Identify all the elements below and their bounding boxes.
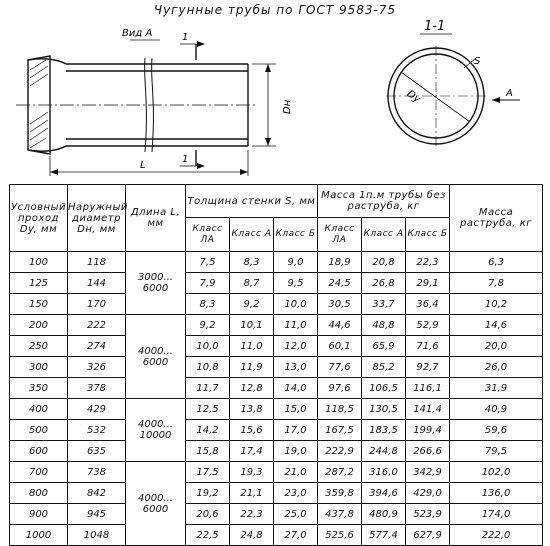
header-mass-pipe: Масса 1п.м трубы без раструба, кг — [318, 185, 450, 218]
cell-m-b: 429,0 — [406, 483, 450, 504]
table-row — [10, 504, 543, 525]
cell-s-b: 10,0 — [274, 294, 318, 315]
cell-dn: 326 — [68, 357, 126, 378]
cell-m-la: 287,2 — [318, 462, 362, 483]
cell-m-b: 266,6 — [406, 441, 450, 462]
view-a-label: Вид А — [122, 28, 153, 39]
header-mass-class-la: Класс ЛА — [318, 218, 362, 252]
cell-socket: 6,3 — [450, 252, 543, 273]
cell-m-b: 199,4 — [406, 420, 450, 441]
cell-s-a: 15,6 — [230, 420, 274, 441]
cell-s-b: 13,0 — [274, 357, 318, 378]
cell-dn: 635 — [68, 441, 126, 462]
cell-s-b: 15,0 — [274, 399, 318, 420]
table-row — [10, 315, 543, 336]
cell-s-b: 19,0 — [274, 441, 318, 462]
cell-dy: 400 — [10, 399, 68, 420]
cell-m-b: 342,9 — [406, 462, 450, 483]
cell-dy: 1000 — [10, 525, 68, 546]
length-min: 3000... — [138, 272, 173, 283]
cell-s-a: 24,8 — [230, 525, 274, 546]
cell-socket: 222,0 — [450, 525, 543, 546]
cell-m-b: 29,1 — [406, 273, 450, 294]
cell-m-la: 77,6 — [318, 357, 362, 378]
section-mark-bottom: 1 — [182, 154, 189, 165]
cell-m-la: 60,1 — [318, 336, 362, 357]
cell-dy: 900 — [10, 504, 68, 525]
cell-length-group — [126, 252, 186, 315]
cell-m-b: 52,9 — [406, 315, 450, 336]
cell-m-la: 525,6 — [318, 525, 362, 546]
cell-length-group — [126, 315, 186, 399]
cell-socket: 40,9 — [450, 399, 543, 420]
cell-s-la: 7,9 — [186, 273, 230, 294]
length-max: 10000 — [139, 430, 172, 441]
cell-s-b: 25,0 — [274, 504, 318, 525]
cell-dy: 350 — [10, 378, 68, 399]
cell-s-a: 11,0 — [230, 336, 274, 357]
cell-m-b: 116,1 — [406, 378, 450, 399]
header-wall-class-a: Класс А — [230, 218, 274, 252]
cell-socket: 20,0 — [450, 336, 543, 357]
table-row — [10, 420, 543, 441]
cell-socket: 31,9 — [450, 378, 543, 399]
cell-s-a: 8,7 — [230, 273, 274, 294]
document-title: Чугунные трубы по ГОСТ 9583-75 — [153, 3, 397, 17]
cell-m-a: 130,5 — [362, 399, 406, 420]
header-dn: Наружный диаметр Dн, мм — [68, 185, 126, 252]
cell-dy: 100 — [10, 252, 68, 273]
cell-s-b: 9,0 — [274, 252, 318, 273]
cell-m-a: 183,5 — [362, 420, 406, 441]
cell-socket: 7,8 — [450, 273, 543, 294]
cell-dy: 500 — [10, 420, 68, 441]
cell-s-la: 11,7 — [186, 378, 230, 399]
cell-dn: 378 — [68, 378, 126, 399]
cell-s-la: 10,0 — [186, 336, 230, 357]
length-max: 6000 — [142, 283, 169, 294]
table-row — [10, 336, 543, 357]
cell-dn: 274 — [68, 336, 126, 357]
cell-s-a: 9,2 — [230, 294, 274, 315]
cell-m-b: 141,4 — [406, 399, 450, 420]
cell-dn: 1048 — [68, 525, 126, 546]
cell-m-la: 118,5 — [318, 399, 362, 420]
table-row — [10, 273, 543, 294]
cell-socket: 14,6 — [450, 315, 543, 336]
cell-socket: 174,0 — [450, 504, 543, 525]
cell-socket: 79,5 — [450, 441, 543, 462]
cell-m-la: 167,5 — [318, 420, 362, 441]
table-row — [10, 462, 543, 483]
cell-m-b: 92,7 — [406, 357, 450, 378]
cell-m-a: 65,9 — [362, 336, 406, 357]
cell-s-la: 8,3 — [186, 294, 230, 315]
cell-length-group — [126, 462, 186, 546]
cell-s-la: 15,8 — [186, 441, 230, 462]
cell-m-b: 22,3 — [406, 252, 450, 273]
cell-m-a: 480,9 — [362, 504, 406, 525]
cell-s-la: 9,2 — [186, 315, 230, 336]
arrow-a-label: A — [506, 88, 513, 99]
cell-s-la: 7,5 — [186, 252, 230, 273]
cell-s-a: 13,8 — [230, 399, 274, 420]
cell-s-b: 17,0 — [274, 420, 318, 441]
cell-s-la: 10,8 — [186, 357, 230, 378]
inner-diameter-label: Dy — [404, 88, 423, 106]
cell-s-la: 19,2 — [186, 483, 230, 504]
cell-dy: 700 — [10, 462, 68, 483]
cell-socket: 102,0 — [450, 462, 543, 483]
length-min: 4000... — [138, 419, 173, 430]
cell-dn: 170 — [68, 294, 126, 315]
cell-dn: 118 — [68, 252, 126, 273]
cell-s-b: 12,0 — [274, 336, 318, 357]
cell-m-a: 48,8 — [362, 315, 406, 336]
table-row — [10, 399, 543, 420]
section-mark-top: 1 — [182, 32, 189, 43]
cell-s-b: 23,0 — [274, 483, 318, 504]
cell-m-a: 85,2 — [362, 357, 406, 378]
cell-dn: 945 — [68, 504, 126, 525]
cell-s-a: 12,8 — [230, 378, 274, 399]
cell-m-a: 33,7 — [362, 294, 406, 315]
cell-m-a: 106,5 — [362, 378, 406, 399]
cell-m-la: 437,8 — [318, 504, 362, 525]
pipe-drawing — [0, 0, 550, 184]
header-wall-class-la: Класс ЛА — [186, 218, 230, 252]
cell-s-a: 19,3 — [230, 462, 274, 483]
header-wall-class-b: Класс Б — [274, 218, 318, 252]
length-min: 4000... — [138, 492, 173, 504]
cell-m-la: 359,8 — [318, 483, 362, 504]
cell-m-b: 523,9 — [406, 504, 450, 525]
cell-socket: 136,0 — [450, 483, 543, 504]
cell-s-a: 8,3 — [230, 252, 274, 273]
cell-s-la: 12,5 — [186, 399, 230, 420]
cell-m-la: 222,9 — [318, 441, 362, 462]
cell-dn: 842 — [68, 483, 126, 504]
length-label: L — [140, 160, 146, 171]
cell-s-la: 20,6 — [186, 504, 230, 525]
header-dy: Условный проход Dy, мм — [10, 185, 68, 252]
table-row — [10, 252, 543, 273]
table-body — [10, 252, 543, 546]
length-max: 6000 — [142, 356, 169, 368]
length-min: 4000... — [138, 345, 173, 357]
cell-socket: 10,2 — [450, 294, 543, 315]
table-row — [10, 525, 543, 546]
cell-dy: 300 — [10, 357, 68, 378]
header-length: Длина L, мм — [126, 185, 186, 252]
cell-dy: 200 — [10, 315, 68, 336]
cell-dy: 600 — [10, 441, 68, 462]
header-mass-class-b: Класс Б — [406, 218, 450, 252]
cell-socket: 59,6 — [450, 420, 543, 441]
cell-s-a: 11,9 — [230, 357, 274, 378]
cell-s-b: 14,0 — [274, 378, 318, 399]
diameter-label: Dн — [282, 99, 293, 114]
header-mass-socket: Масса раструба, кг — [450, 185, 543, 252]
cell-m-a: 394,6 — [362, 483, 406, 504]
cell-m-b: 71,6 — [406, 336, 450, 357]
pipe-spec-table — [9, 184, 543, 546]
table-row — [10, 294, 543, 315]
cell-socket: 26,0 — [450, 357, 543, 378]
cell-m-a: 26,8 — [362, 273, 406, 294]
cell-s-a: 10,1 — [230, 315, 274, 336]
cell-dy: 800 — [10, 483, 68, 504]
cell-dn: 532 — [68, 420, 126, 441]
cell-m-la: 44,6 — [318, 315, 362, 336]
cell-s-la: 14,2 — [186, 420, 230, 441]
cell-m-a: 20,8 — [362, 252, 406, 273]
cell-dn: 429 — [68, 399, 126, 420]
cell-m-la: 24,5 — [318, 273, 362, 294]
cell-s-a: 17,4 — [230, 441, 274, 462]
cell-dn: 738 — [68, 462, 126, 483]
cell-m-a: 244,8 — [362, 441, 406, 462]
cell-m-b: 627,9 — [406, 525, 450, 546]
wall-label: S — [474, 56, 481, 67]
cell-s-b: 9,5 — [274, 273, 318, 294]
cell-s-b: 21,0 — [274, 462, 318, 483]
cell-s-a: 21,1 — [230, 483, 274, 504]
cell-s-b: 27,0 — [274, 525, 318, 546]
section-label: 1-1 — [424, 19, 446, 34]
table-row — [10, 483, 543, 504]
cell-dn: 222 — [68, 315, 126, 336]
cell-dy: 250 — [10, 336, 68, 357]
cell-dn: 144 — [68, 273, 126, 294]
table-row — [10, 441, 543, 462]
cell-m-a: 316,0 — [362, 462, 406, 483]
cell-m-la: 30,5 — [318, 294, 362, 315]
cell-dy: 150 — [10, 294, 68, 315]
table-row — [10, 357, 543, 378]
header-wall: Толщина стенки S, мм — [186, 185, 318, 218]
cell-m-la: 18,9 — [318, 252, 362, 273]
cell-dy: 125 — [10, 273, 68, 294]
cell-s-la: 22,5 — [186, 525, 230, 546]
header-mass-class-a: Класс А — [362, 218, 406, 252]
cell-m-la: 97,6 — [318, 378, 362, 399]
cell-s-a: 22,3 — [230, 504, 274, 525]
cell-s-b: 11,0 — [274, 315, 318, 336]
table-row — [10, 378, 543, 399]
length-max: 6000 — [142, 503, 169, 515]
cell-m-a: 577,4 — [362, 525, 406, 546]
cell-m-b: 36,4 — [406, 294, 450, 315]
cell-length-group — [126, 399, 186, 462]
cell-s-la: 17,5 — [186, 462, 230, 483]
